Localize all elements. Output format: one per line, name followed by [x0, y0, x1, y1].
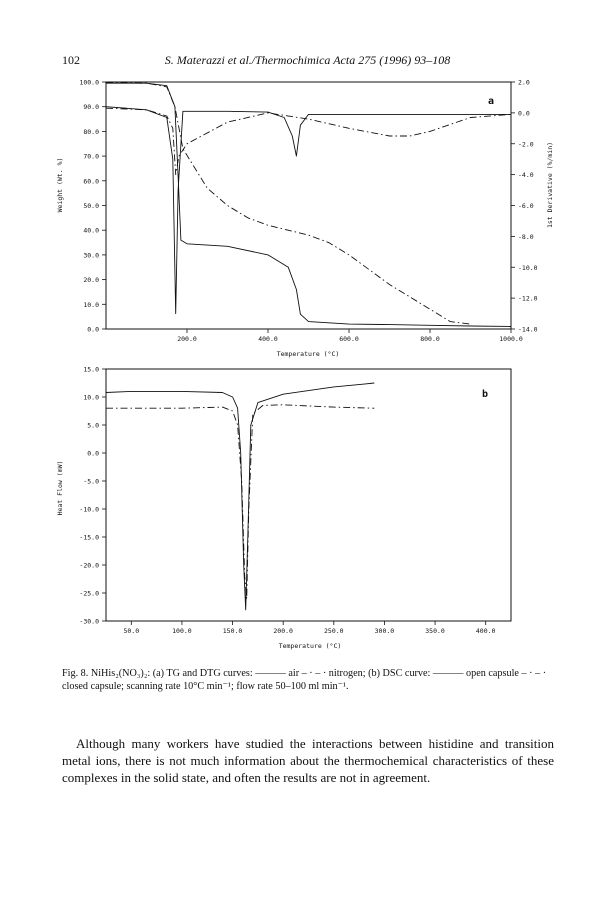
x-tick-label: 1000.0 — [499, 335, 523, 343]
y2-tick-label: 0.0 — [518, 109, 530, 118]
x-tick-label: 400.0 — [475, 627, 496, 635]
x-tick-label: 200.0 — [273, 627, 293, 635]
y2-tick-label: -4.0 — [518, 171, 534, 180]
x-tick-label: 200.0 — [177, 335, 197, 343]
y-tick-label: 50.0 — [83, 202, 99, 210]
x-tick-label: 100.0 — [172, 627, 192, 635]
y-tick-label: 15.0 — [83, 365, 99, 374]
pa-series-1-dashdot-line — [106, 83, 471, 324]
body-paragraph: Although many workers have studied the interactions between histidine and transition metal ions, there is not much information about the thermochemical characteristics of these complexes in the solid state, and often the results are not in agreement. — [62, 736, 554, 785]
y2-tick-label: -10.0 — [518, 263, 538, 272]
y-tick-label: 40.0 — [83, 226, 99, 235]
panel-a-y2label: 1st Derivative (%/min) — [546, 141, 554, 229]
y-tick-label: -20.0 — [79, 561, 99, 570]
y-tick-label: 10.0 — [83, 300, 99, 309]
y2-tick-label: -2.0 — [518, 140, 534, 149]
panel-b-label: b — [482, 389, 489, 400]
page-number: 102 — [62, 53, 80, 67]
y-tick-label: -25.0 — [79, 589, 99, 598]
running-head: S. Materazzi et al./Thermochimica Acta 275 (1996) 93–108 — [164, 53, 451, 67]
y2-tick-label: -6.0 — [518, 202, 534, 210]
pa-series-2-solid-line — [106, 107, 511, 314]
y-tick-label: 10.0 — [83, 393, 99, 402]
y-tick-label: -15.0 — [79, 533, 99, 542]
y2-tick-label: -14.0 — [518, 325, 538, 334]
y-tick-label: -30.0 — [79, 617, 99, 626]
panel-a-y-axis — [79, 79, 106, 334]
x-tick-label: 300.0 — [374, 627, 395, 635]
y-tick-label: 20.0 — [83, 276, 99, 285]
panel-a-y2-axis — [511, 79, 538, 334]
x-tick-label: 600.0 — [339, 335, 359, 343]
y-tick-label: 5.0 — [87, 421, 99, 430]
panel-a-ylabel: Weight (Wt. %) — [56, 157, 64, 213]
panel-a-label: a — [488, 96, 495, 107]
y-tick-label: -5.0 — [83, 477, 99, 486]
panel-b-ylabel: Heat Flow (mW) — [56, 460, 64, 516]
panel-b-x-axis — [123, 621, 495, 635]
panel-b-xlabel: Temperature (°C) — [278, 642, 342, 650]
x-tick-label: 800.0 — [420, 335, 440, 343]
y-tick-label: -10.0 — [79, 505, 99, 514]
y-tick-label: 100.0 — [79, 78, 99, 87]
y-tick-label: 90.0 — [83, 103, 99, 112]
pb-series-1-dashdot-line — [106, 405, 374, 599]
y-tick-label: 0.0 — [87, 325, 99, 334]
y-tick-label: 60.0 — [83, 177, 99, 186]
panel-a-chart — [56, 79, 554, 359]
x-tick-label: 150.0 — [222, 627, 243, 635]
y-tick-label: 80.0 — [83, 127, 99, 136]
panel-a-series — [106, 83, 511, 327]
panel-a-xlabel: Temperature (°C) — [276, 350, 340, 358]
figure-caption: Fig. 8. NiHis₂(NO₃)₂: (a) TG and DTG curves: ——— air – · – · nitrogen; (b) DSC curve: ——— open capsule – · – · closed capsule; scanning rate 10°C min⁻¹; flow rate 50–100 ml min⁻¹. — [62, 668, 547, 692]
panel-a-x-axis — [177, 329, 523, 343]
panel-b-y-axis — [79, 366, 106, 626]
x-tick-label: 350.0 — [425, 627, 445, 635]
x-tick-label: 50.0 — [123, 627, 140, 635]
y2-tick-label: -12.0 — [518, 294, 538, 303]
panel-b-frame — [106, 369, 511, 621]
pb-series-0-solid-line — [106, 383, 374, 610]
y-tick-label: 70.0 — [83, 152, 99, 161]
y2-tick-label: 2.0 — [518, 78, 530, 87]
y-tick-label: 0.0 — [87, 449, 99, 458]
x-tick-label: 400.0 — [258, 335, 278, 343]
y2-tick-label: -8.0 — [518, 232, 534, 241]
x-tick-label: 250.0 — [324, 627, 344, 635]
y-tick-label: 30.0 — [83, 251, 99, 260]
panel-b-series — [106, 383, 374, 610]
panel-b-chart — [56, 366, 511, 651]
